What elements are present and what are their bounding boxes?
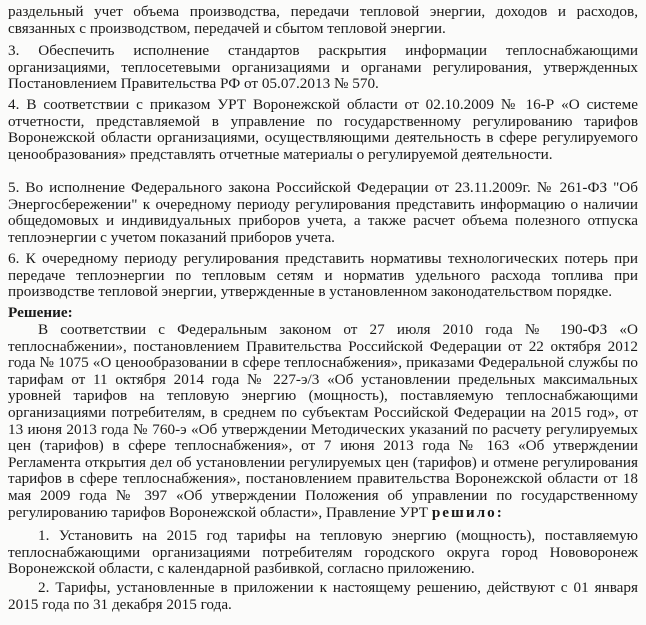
decided-colon: : [496,503,504,521]
decision-basis-text: В соответствии с Федеральным законом от 27 июля 2010 года № 190-ФЗ «О теплоснабжении», постановлением Правительства Российской Федерации от 22 октября 2012 года № 1075 «О ценообразовании в сфере теплоснабжения», приказами Федеральной службы по тарифам от 11 октября 2014 года № 227-э/3 «Об установлении предельных максимальных уровней тарифов на тепловую энергию (мощность), поставляемую теплоснабжающими организациями потребителям, в среднем по субъектам Российской Федерации на 2015 год», от 13 июня 2013 года № 760-э «Об утверждении Методических указаний по расчету регулируемых цен (тарифов) в сфере теплоснабжения», от 7 июня 2013 года № 163 «Об утверждении Регламента открытия дел об установлении регулируемых цен (тарифов) и отмене регулирования тарифов в сфере теплоснабжения», постановлением правительства Воронежской области от 18 мая 2009 года № 397 «Об утверждении Положения об управлении по государственному регулированию тарифов Воронежской области», Правление УРТ [8,321,638,521]
paragraph-item-4: 4. В соответствии с приказом УРТ Воронежской области от 02.10.2009 № 16-Р «О системе отчетности, представляемой в управление по государственному регулированию тарифов Воронежской области организациями, осуществляющими деятельность в сфере регулируемого ценообразования» представлять отчетные материалы о регулируемой деятельности. [8,96,638,163]
decided-word: решило [431,503,497,521]
paragraph-decision-basis [8,322,638,521]
paragraph-clause-2: 2. Тарифы, установленные в приложении к настоящему решению, действуют с 01 января 2015 года по 31 декабря 2015 года. [8,579,638,613]
decision-heading: Решение: [8,304,73,321]
paragraph-clause-1: 1. Установить на 2015 год тарифы на тепловую энергию (мощность), поставляемую теплоснабжающими организациями потребителям городского округа город Нововоронеж Воронежской области, с календарной разбивкой, согласно приложению. [8,527,638,578]
paragraph-item-6: 6. К очередному периоду регулирования представить нормативы технологических потерь при передаче теплоэнергии по тепловым сетям и норматив удельного расхода топлива при производстве тепловой энергии, утвержденные в установленном законодательством порядке. [8,250,638,301]
paragraph-item-3: 3. Обеспечить исполнение стандартов раскрытия информации теплоснабжающими организациями, теплосетевыми организациями и органами регулирования, утвержденных Постановлением Правительства РФ от 05.07.2013 № 570. [8,42,638,93]
paragraph-item-5: 5. Во исполнение Федерального закона Российской Федерации от 23.11.2009г. № 261-ФЗ "Об Энергосбережении" к очередному периоду регулирования представить информацию о наличии общедомовых и индивидуальных приборов учета, а также расчет объема полезного отпуска теплоэнергии с учетом показаний приборов учета. [8,179,638,246]
paragraph-separate-accounting: раздельный учет объема производства, передачи тепловой энергии, доходов и расходов, связанных с производством, передачей и сбытом тепловой энергии. [8,3,638,37]
